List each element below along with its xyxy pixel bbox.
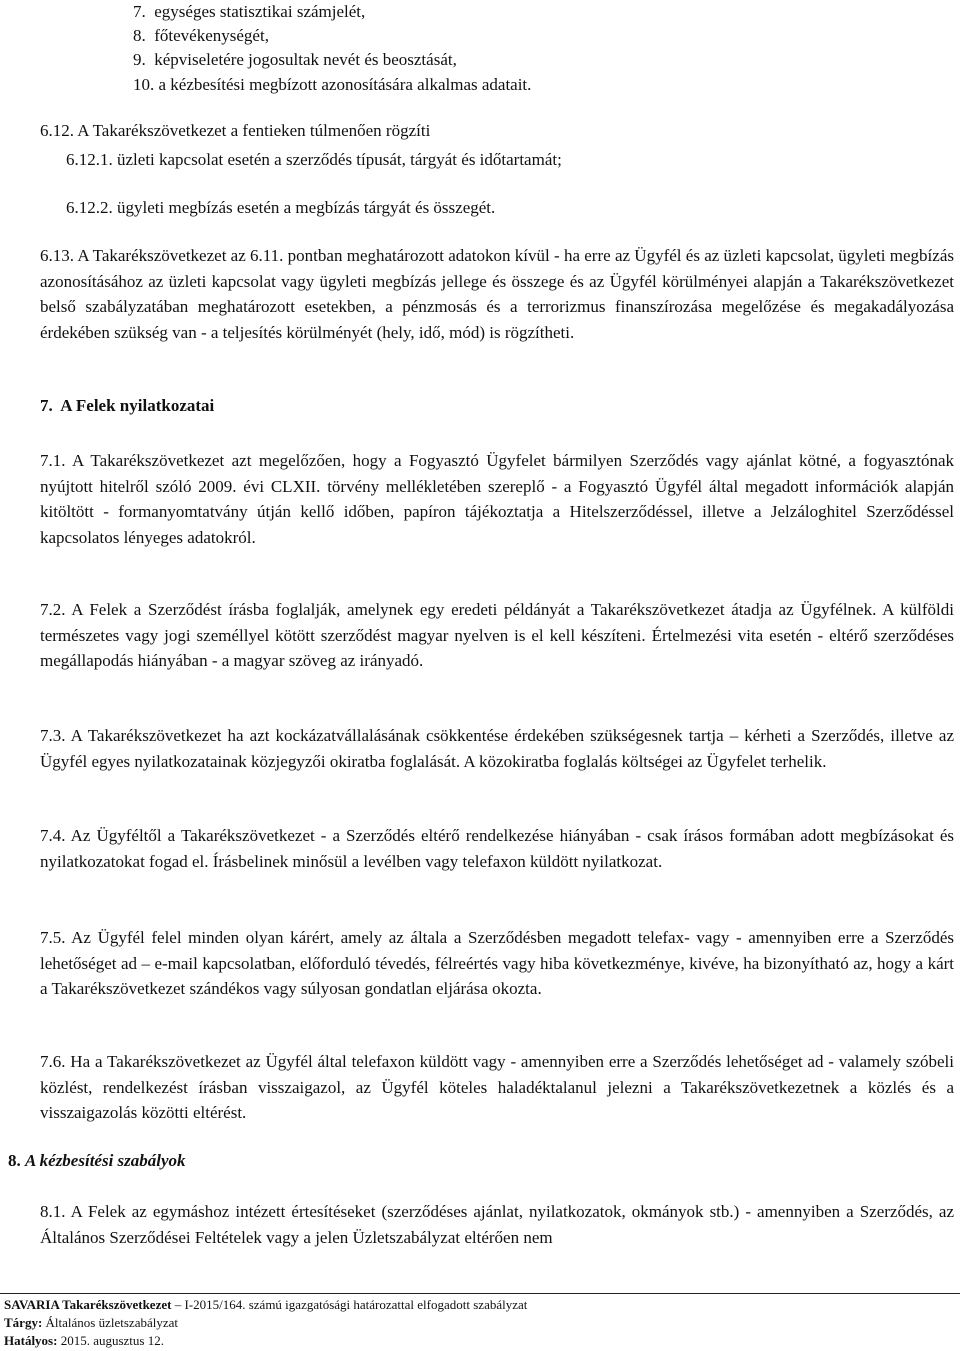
heading-section-7: 7. A Felek nyilatkozatai	[40, 396, 215, 415]
section-7-1: 7.1. A Takarékszövetkezet azt megelőzően, hogy a Fogyasztó Ügyfelet bármilyen Szerződés vagy ajánlat kötné, a fogyasztónak nyújtott hitelről szóló 2009. évi CLXII. törvény mellékletében szereplő - a Fogyasztó Ügyfél által megadott információk alapján kitöltött - formanyomtatvány útján kellő időben, papíron tájékoztatja a Hitelszerződéssel, illetve a Jelzáloghitel Szerződéssel kapcsolatos lényeges adatokról.	[40, 451, 954, 547]
section-6-12-2: 6.12.2. ügyleti megbízás esetén a megbízás tárgyát és összegét.	[66, 198, 496, 217]
section-6-12-1: 6.12.1. üzleti kapcsolat esetén a szerződés típusát, tárgyát és időtartamát;	[66, 150, 562, 169]
footer-org: SAVARIA Takarékszövetkezet	[4, 1297, 172, 1312]
heading-title: A kézbesítési szabályok	[25, 1151, 186, 1170]
footer-line-2	[4, 1314, 178, 1331]
section-6-13: 6.13. A Takarékszövetkezet az 6.11. pontban meghatározott adatokon kívül - ha erre az Ügyfél és az üzleti kapcsolat, ügyleti megbízás azonosításához az üzleti kapcsolat vagy ügyleti megbízás jellege és összege és az Ügyfél körülményei alapján a Takarékszövetkezet belső szabályzatában meghatározott esetekben, a pénzmosás és a terrorizmus finanszírozása megelőzése és megakadályozása érdekében szükség van - a teljesítés körülményét (hely, idő, mód) is rögzítheti.	[40, 246, 954, 342]
footer-subject-label: Tárgy:	[4, 1315, 43, 1330]
footer-line-1	[4, 1296, 527, 1313]
footer-decision: – I-2015/164. számú igazgatósági határozattal elfogadott szabályzat	[174, 1297, 528, 1312]
section-7-6: 7.6. Ha a Takarékszövetkezet az Ügyfél által telefaxon küldött vagy - amennyiben erre a Szerződés lehetőséget ad - valamely szóbeli közlést, rendelkezést írásban visszaigazol, az Ügyfél köteles haladéktalanul jelezni a Takarékszövetkezetnek a közlés és a visszaigazolás közötti eltérést.	[40, 1052, 954, 1123]
section-7-3: 7.3. A Takarékszövetkezet ha azt kockázatvállalásának csökkentése érdekében szükségesnek tartja – kérheti a Szerződés, illetve az Ügyfél egyes nyilatkozatainak közjegyzői okiratba foglalását. A közokiratba foglalás költségei az Ügyfelet terhelik.	[40, 726, 954, 771]
section-7-4: 7.4. Az Ügyféltől a Takarékszövetkezet - a Szerződés eltérő rendelkezése hiányában - csak írásos formában adott megbízásokat és nyilatkozatokat fogad el. Írásbelinek minősül a levélben vagy telefaxon küldött nyilatkozat.	[40, 826, 954, 871]
heading-section-8	[8, 1151, 186, 1171]
section-8-1: 8.1. A Felek az egymáshoz intézett értesítéseket (szerződéses ajánlat, nyilatkozatok, okmányok stb.) - amennyiben a Szerződés, az Általános Szerződései Feltételek vagy a jelen Üzletszabályzat eltérően nem	[40, 1202, 954, 1247]
section-6-12-intro: 6.12. A Takarékszövetkezet a fentieken túlmenően rögzíti	[40, 121, 431, 140]
list-item: 7. egységes statisztikai számjelét,	[133, 2, 366, 21]
list-item: 10. a kézbesítési megbízott azonosítására alkalmas adatait.	[133, 75, 532, 94]
footer-line-3	[4, 1332, 164, 1349]
footer-divider	[0, 1293, 960, 1294]
list-item: 9. képviseletére jogosultak nevét és beosztását,	[133, 50, 457, 69]
footer-effective: 2015. augusztus 12.	[60, 1333, 164, 1348]
footer-subject: Általános üzletszabályzat	[45, 1315, 179, 1330]
footer-effective-label: Hatályos:	[4, 1333, 58, 1348]
section-7-5: 7.5. Az Ügyfél felel minden olyan kárért, amely az általa a Szerződésben megadott telefax- vagy - amennyiben erre a Szerződés lehetőséget ad – e-mail kapcsolatban, előforduló tévedés, félreértés vagy hiba következménye, kivéve, ha bizonyítható az, hogy a kárt a Takarékszövetkezet szándékos vagy súlyosan gondatlan eljárása okozta.	[40, 928, 954, 999]
list-item: 8. főtevékenységét,	[133, 26, 269, 45]
heading-number: 8.	[8, 1151, 21, 1170]
section-7-2: 7.2. A Felek a Szerződést írásba foglalják, amelynek egy eredeti példányát a Takarékszövetkezet átadja az Ügyfélnek. A külföldi természetes vagy jogi személlyel kötött szerződést magyar nyelven is el kell készíteni. Értelmezési vita esetén - eltérő szerződéses megállapodás hiányában - a magyar szöveg az irányadó.	[40, 600, 954, 671]
